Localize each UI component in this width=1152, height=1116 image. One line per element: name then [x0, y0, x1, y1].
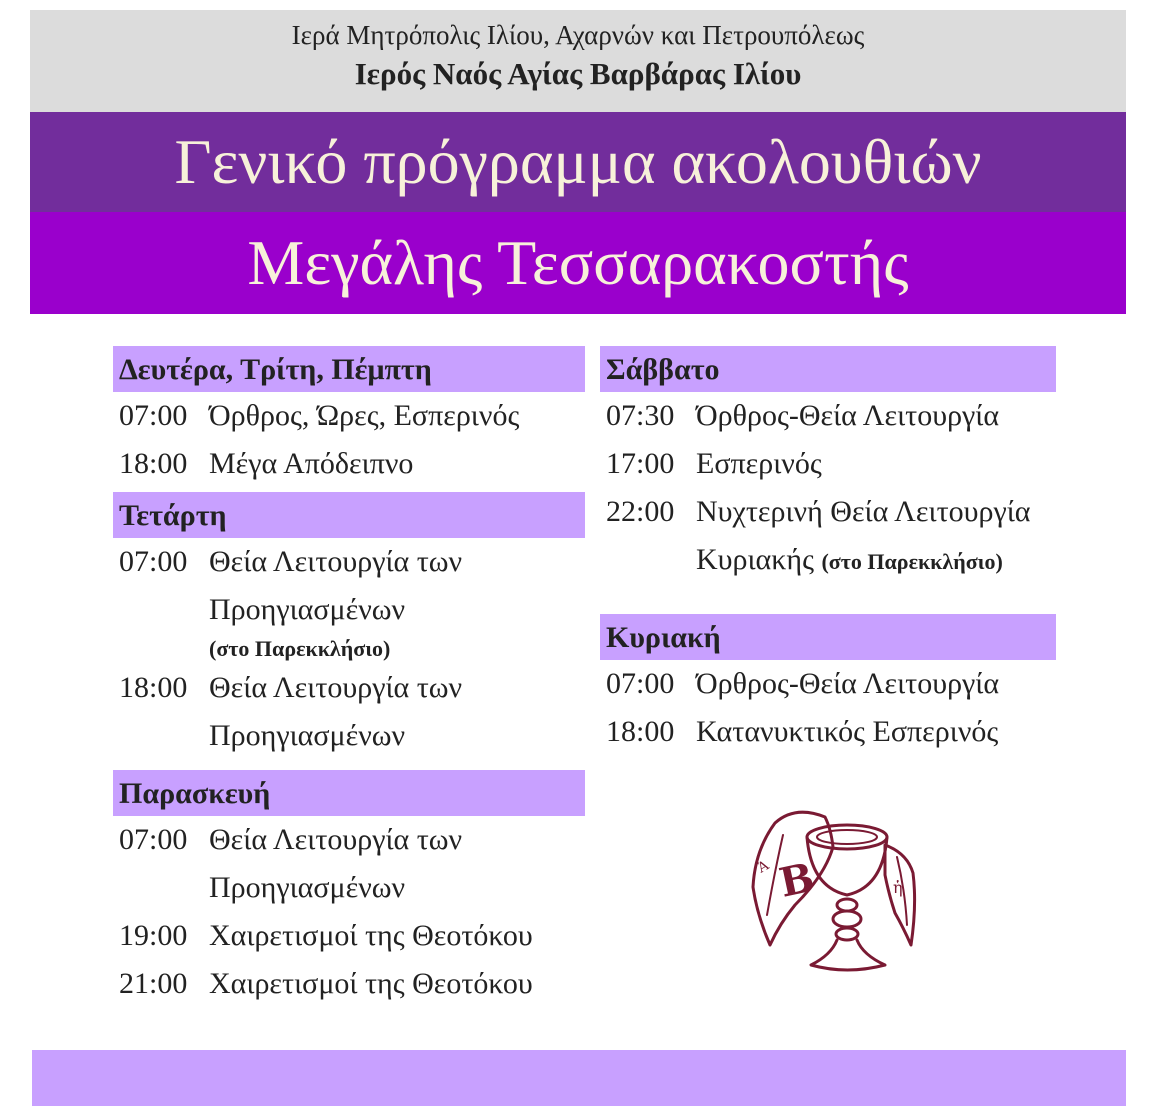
metropolis-name: Ιερά Μητρόπολις Ιλίου, Αχαρνών και Πετρουπόλεως — [291, 20, 865, 50]
day-header-mon-tue-thu: Δευτέρα, Τρίτη, Πέμπτη — [113, 346, 585, 392]
entry-description: Χαιρετισμοί της Θεοτόκου — [209, 967, 533, 1000]
entry-time: 17:00 — [606, 447, 675, 480]
title-line-1: Γενικό πρόγραμμα ακολουθιών — [30, 112, 1126, 212]
entry-description-block — [209, 664, 585, 760]
entry-description: Θεία Λειτουργία των — [209, 823, 463, 856]
entry-description: Όρθρος-Θεία Λειτουργία — [696, 399, 1000, 432]
entry-description: Θεία Λειτουργία των — [209, 671, 463, 704]
church-name: Ιερός Ναός Αγίας Βαρβάρας Ιλίου — [354, 56, 802, 91]
entry-description: Μέγα Απόδειπνο — [209, 447, 414, 480]
title-line-2: Μεγάλης Τεσσαρακοστής — [30, 212, 1126, 314]
schedule-entry — [600, 440, 1056, 488]
entry-description: Όρθρος-Θεία Λειτουργία — [696, 667, 1000, 700]
entry-time: 22:00 — [606, 495, 675, 528]
schedule-entry — [113, 816, 585, 912]
entry-description: Θεία Λειτουργία των — [209, 545, 463, 578]
entry-time: 18:00 — [606, 715, 675, 748]
chalice-icon — [735, 795, 925, 980]
entry-location-note: (στο Παρεκκλήσιο) — [209, 636, 391, 661]
day-header-saturday: Σάββατο — [600, 346, 1056, 392]
svg-text:Ἁ: Ἁ — [755, 857, 772, 877]
day-header-friday: Παρασκευή — [113, 770, 585, 816]
entry-description-block — [209, 538, 585, 664]
schedule-entry — [600, 488, 1056, 586]
svg-text:ἡ: ἡ — [893, 878, 903, 897]
schedule-entry — [113, 960, 585, 1008]
entry-description-block — [209, 816, 585, 912]
schedule-entry — [113, 664, 585, 760]
entry-time: 21:00 — [119, 967, 188, 1000]
schedule-entry — [113, 538, 585, 664]
schedule-right-column — [600, 346, 1056, 756]
entry-description: Νυχτερινή Θεία Λειτουργία — [696, 495, 1031, 528]
schedule-entry — [113, 912, 585, 960]
parish-header — [30, 10, 1126, 112]
entry-time: 07:00 — [119, 823, 188, 856]
entry-location-note: (στο Παρεκκλήσιο) — [821, 549, 1003, 574]
entry-description: Εσπερινός — [696, 447, 822, 480]
entry-time: 19:00 — [119, 919, 188, 952]
schedule-entry — [600, 392, 1056, 440]
entry-description-block — [696, 488, 1056, 586]
day-header-sunday: Κυριακή — [600, 614, 1056, 660]
entry-time: 07:00 — [606, 667, 675, 700]
svg-text:B: B — [775, 853, 819, 907]
entry-description-continued: Προηγιασμένων — [209, 871, 406, 904]
entry-time: 07:30 — [606, 399, 675, 432]
entry-time: 07:00 — [119, 545, 188, 578]
schedule-entry — [600, 708, 1056, 756]
schedule-entry — [600, 660, 1056, 708]
entry-time: 18:00 — [119, 671, 188, 704]
schedule-entry — [113, 440, 585, 488]
entry-description: Όρθρος, Ώρες, Εσπερινός — [209, 399, 520, 432]
schedule-entry — [113, 392, 585, 440]
day-header-wednesday: Τετάρτη — [113, 492, 585, 538]
entry-description: Κατανυκτικός Εσπερινός — [696, 715, 999, 748]
entry-time: 07:00 — [119, 399, 188, 432]
entry-description-continued: Προηγιασμένων — [209, 593, 406, 626]
footer-bar — [32, 1050, 1126, 1106]
entry-description-continued — [696, 536, 1056, 586]
entry-description: Χαιρετισμοί της Θεοτόκου — [209, 919, 533, 952]
schedule-left-column — [113, 346, 585, 1008]
entry-time: 18:00 — [119, 447, 188, 480]
entry-description-continued: Προηγιασμένων — [209, 719, 406, 752]
entry-continued-text: Κυριακής — [696, 543, 814, 576]
